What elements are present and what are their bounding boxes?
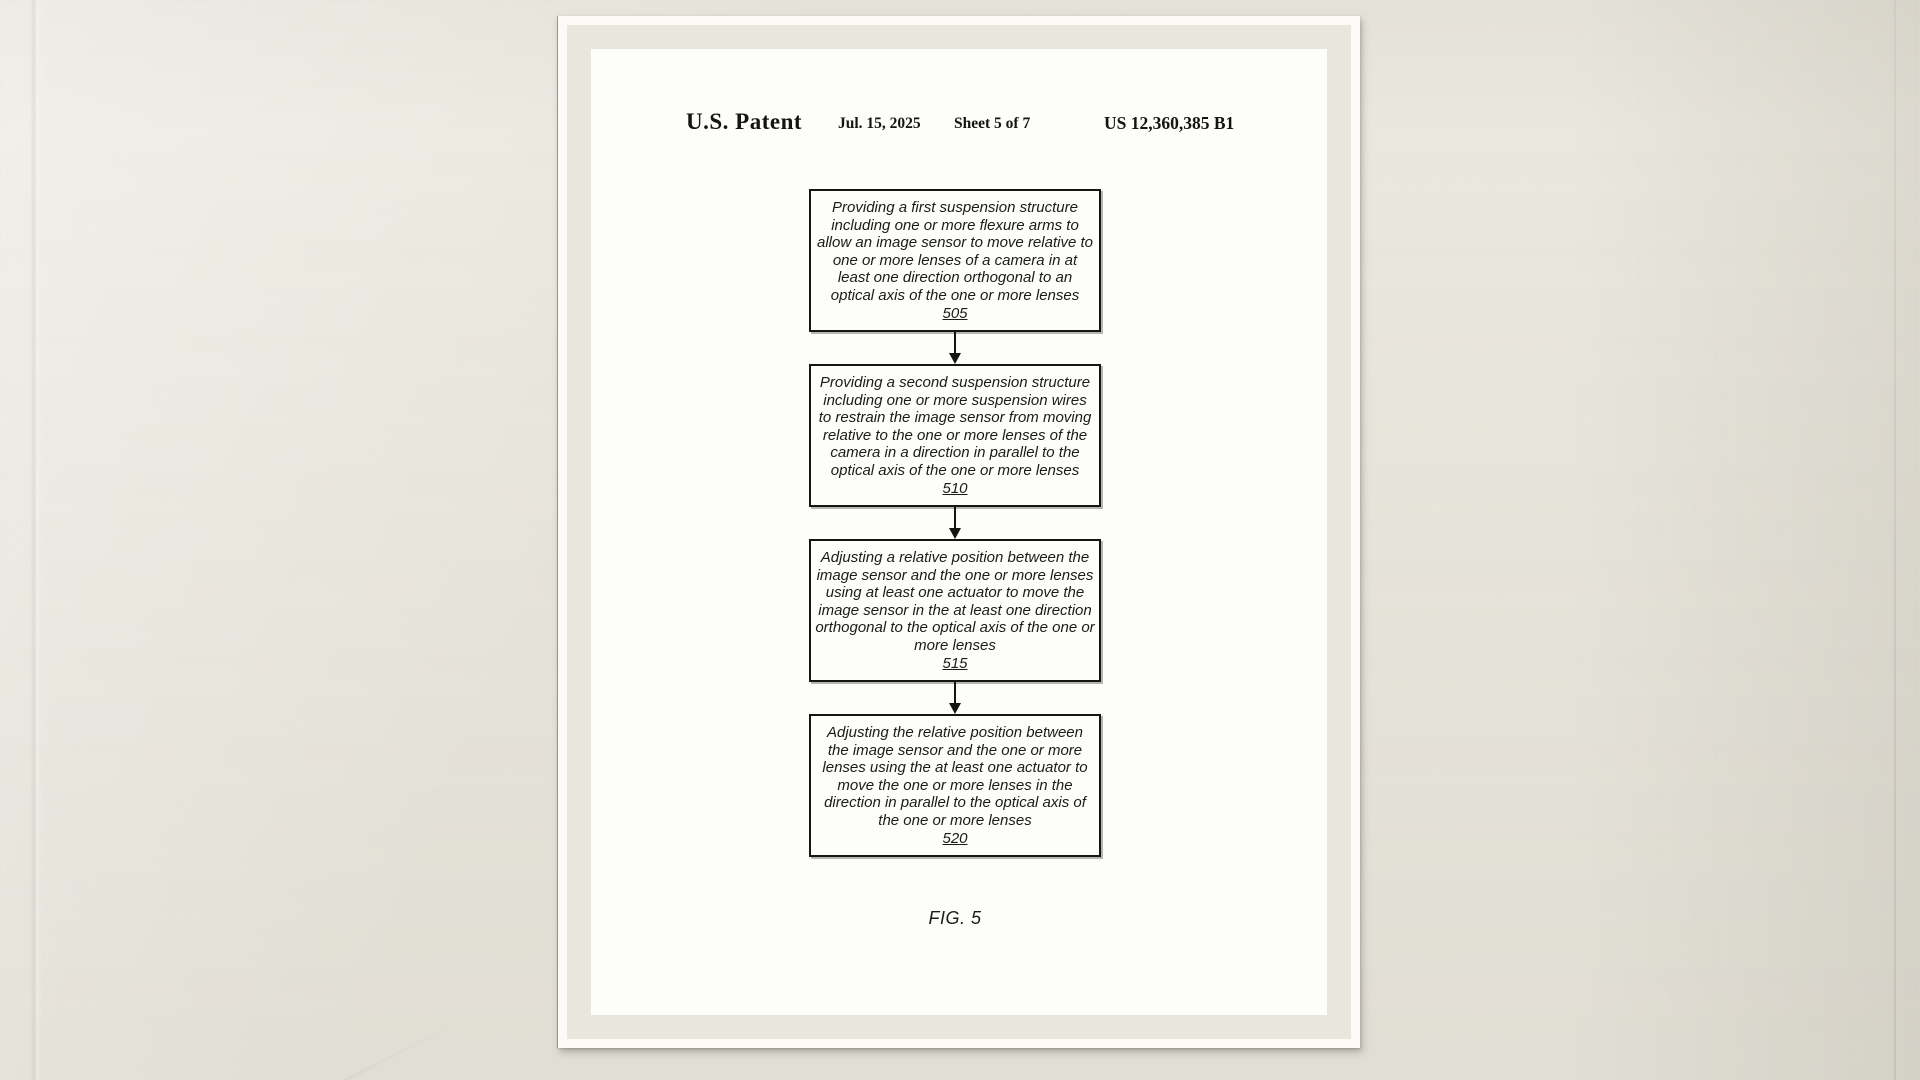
flow-arrow-down-icon (949, 332, 961, 364)
arrow-stem (954, 682, 956, 703)
paper-crease (82, 1022, 458, 1080)
figure-caption: FIG. 5 (928, 908, 982, 928)
patent-page (591, 49, 1327, 1015)
flowchart-step-505 (809, 189, 1101, 332)
step-text: Providing a first suspension structure including one or more flexure arms to allow an image sensor to move relative to one or more lenses of a camera in at least one direction orthogonal to an optical axis of the one or more lenses (817, 198, 1093, 304)
step-label: 505 (942, 305, 968, 323)
arrow-head (949, 353, 961, 364)
step-label: 510 (942, 480, 968, 498)
arrow-stem (954, 507, 956, 528)
step-text: Adjusting a relative position between the image sensor and the one or more lenses using at least one actuator to move the image sensor in the at least one direction orthogonal to the optical axis of the one or more lenses (815, 548, 1095, 654)
patent-header-sheet: Sheet 5 of 7 (954, 115, 1031, 132)
flow-arrow-down-icon (949, 682, 961, 714)
flowchart-step-515 (809, 539, 1101, 682)
step-text: Adjusting the relative position between the image sensor and the one or more lenses using the at least one actuator to move the one or more lenses in the direction in parallel to the optical axis of the one or more lenses (822, 723, 1088, 829)
flow-arrow-down-icon (949, 507, 961, 539)
patent-header-title: U.S. Patent (686, 109, 803, 134)
patent-sheet (558, 16, 1360, 1048)
paper-crease (1894, 0, 1896, 1080)
flowchart-step-520 (809, 714, 1101, 857)
arrow-head (949, 703, 961, 714)
sheet-margin-matte (567, 25, 1351, 1039)
patent-header-date: Jul. 15, 2025 (838, 115, 921, 132)
flowchart (591, 189, 1319, 929)
step-label: 520 (942, 830, 968, 848)
step-label: 515 (942, 655, 968, 673)
patent-header-number: US 12,360,385 B1 (1104, 113, 1235, 133)
step-text: Providing a second suspension structure including one or more suspension wires to restrain the image sensor from moving relative to the one or more lenses of the camera in a direction in parallel to the optical axis of the one or more lenses (818, 373, 1092, 479)
flowchart-step-510 (809, 364, 1101, 507)
arrow-stem (954, 332, 956, 353)
arrow-head (949, 528, 961, 539)
